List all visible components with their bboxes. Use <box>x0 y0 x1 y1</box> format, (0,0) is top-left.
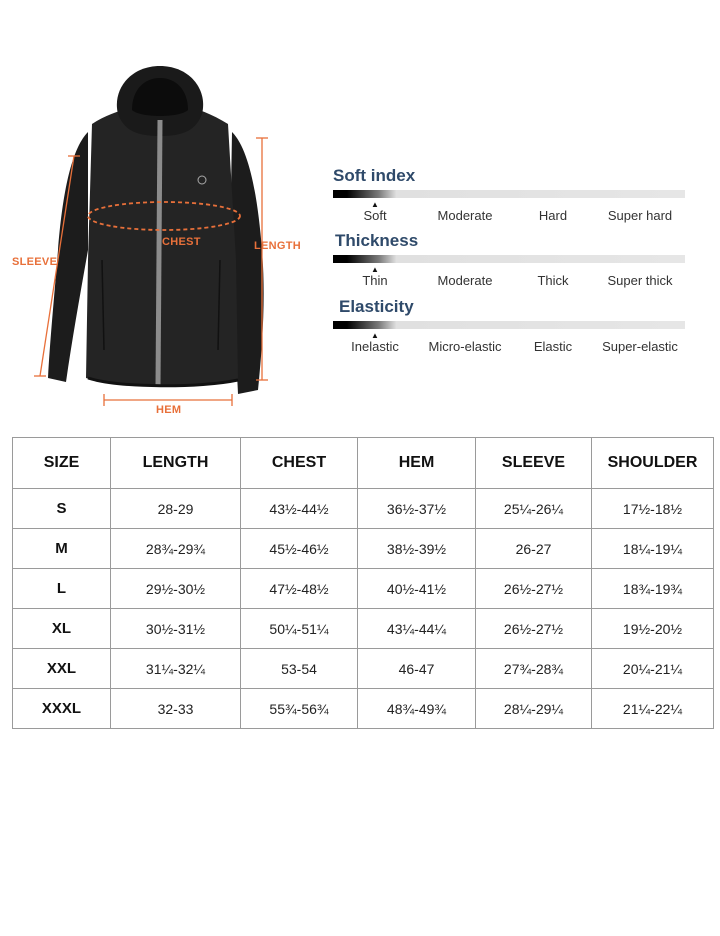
scale-track <box>333 321 685 340</box>
pointer-icon: ▲ <box>371 200 379 209</box>
table-cell: 32-33 <box>111 689 241 729</box>
table-cell: 18¼-19¼ <box>592 529 714 569</box>
scale-label: Moderate <box>437 208 493 223</box>
table-row <box>13 569 714 609</box>
scale-title: Elasticity <box>339 297 414 316</box>
hem-label: HEM <box>156 404 182 416</box>
scale-track <box>333 255 685 274</box>
table-cell: 27¾-28¾ <box>476 649 592 689</box>
scale-title: Soft index <box>333 166 416 185</box>
header-shoulder: SHOULDER <box>592 438 714 489</box>
sleeve-label: SLEEVE <box>12 256 58 268</box>
scale-label: Micro-elastic <box>428 339 502 354</box>
soft-index-scale <box>333 165 685 228</box>
scale-label: Inelastic <box>351 339 399 354</box>
table-cell: 18¾-19¾ <box>592 569 714 609</box>
scale-label: Thick <box>537 273 569 288</box>
scale-labels <box>333 208 685 228</box>
table-cell: 25¼-26¼ <box>476 489 592 529</box>
table-row <box>13 689 714 729</box>
table-cell: S <box>13 489 111 529</box>
table-cell: 19½-20½ <box>592 609 714 649</box>
scale-label: Hard <box>538 208 568 223</box>
scale-label: Thin <box>362 273 388 288</box>
table-cell: 43¼-44¼ <box>358 609 476 649</box>
scale-labels <box>333 339 685 359</box>
table-cell: 28-29 <box>111 489 241 529</box>
scale-title: Thickness <box>335 231 419 250</box>
table-cell: 38½-39½ <box>358 529 476 569</box>
table-cell: 21¼-22¼ <box>592 689 714 729</box>
thickness-scale <box>333 230 685 293</box>
table-cell: 45½-46½ <box>241 529 358 569</box>
table-cell: XXL <box>13 649 111 689</box>
table-cell: L <box>13 569 111 609</box>
pointer-icon: ▲ <box>371 265 379 274</box>
header-hem: HEM <box>358 438 476 489</box>
table-cell: 30½-31½ <box>111 609 241 649</box>
elasticity-scale <box>333 296 685 359</box>
header-sleeve: SLEEVE <box>476 438 592 489</box>
header-chest: CHEST <box>241 438 358 489</box>
jacket-illustration <box>0 60 320 430</box>
scale-label: Soft <box>363 208 387 223</box>
table-cell: 31¼-32¼ <box>111 649 241 689</box>
table-cell: XL <box>13 609 111 649</box>
table-cell: 53-54 <box>241 649 358 689</box>
table-cell: 50¼-51¼ <box>241 609 358 649</box>
header-size: SIZE <box>13 438 111 489</box>
length-label: LENGTH <box>254 240 302 252</box>
scale-label: Elastic <box>533 339 573 354</box>
table-cell: 47½-48½ <box>241 569 358 609</box>
table-cell: 26-27 <box>476 529 592 569</box>
table-row <box>13 649 714 689</box>
scale-label: Super thick <box>607 273 673 288</box>
table-cell: 40½-41½ <box>358 569 476 609</box>
scale-label: Super hard <box>607 208 673 223</box>
table-cell: 46-47 <box>358 649 476 689</box>
table-cell: 20¼-21¼ <box>592 649 714 689</box>
table-row <box>13 489 714 529</box>
table-row <box>13 529 714 569</box>
table-cell: 17½-18½ <box>592 489 714 529</box>
scale-label: Super-elastic <box>602 339 678 354</box>
table-cell: 36½-37½ <box>358 489 476 529</box>
table-cell: 28¼-29¼ <box>476 689 592 729</box>
table-row <box>13 609 714 649</box>
header-length: LENGTH <box>111 438 241 489</box>
table-cell: 29½-30½ <box>111 569 241 609</box>
table-cell: 55¾-56¾ <box>241 689 358 729</box>
table-cell: 28¾-29¾ <box>111 529 241 569</box>
pointer-icon: ▲ <box>371 331 379 340</box>
scale-labels <box>333 273 685 293</box>
chest-label: CHEST <box>162 236 201 248</box>
table-cell: 43½-44½ <box>241 489 358 529</box>
table-cell: 48¾-49¾ <box>358 689 476 729</box>
table-header-row <box>13 438 714 489</box>
size-chart-table <box>12 437 714 729</box>
table-cell: 26½-27½ <box>476 569 592 609</box>
table-cell: M <box>13 529 111 569</box>
scale-label: Moderate <box>437 273 493 288</box>
table-cell: XXXL <box>13 689 111 729</box>
scale-track <box>333 190 685 209</box>
table-cell: 26½-27½ <box>476 609 592 649</box>
